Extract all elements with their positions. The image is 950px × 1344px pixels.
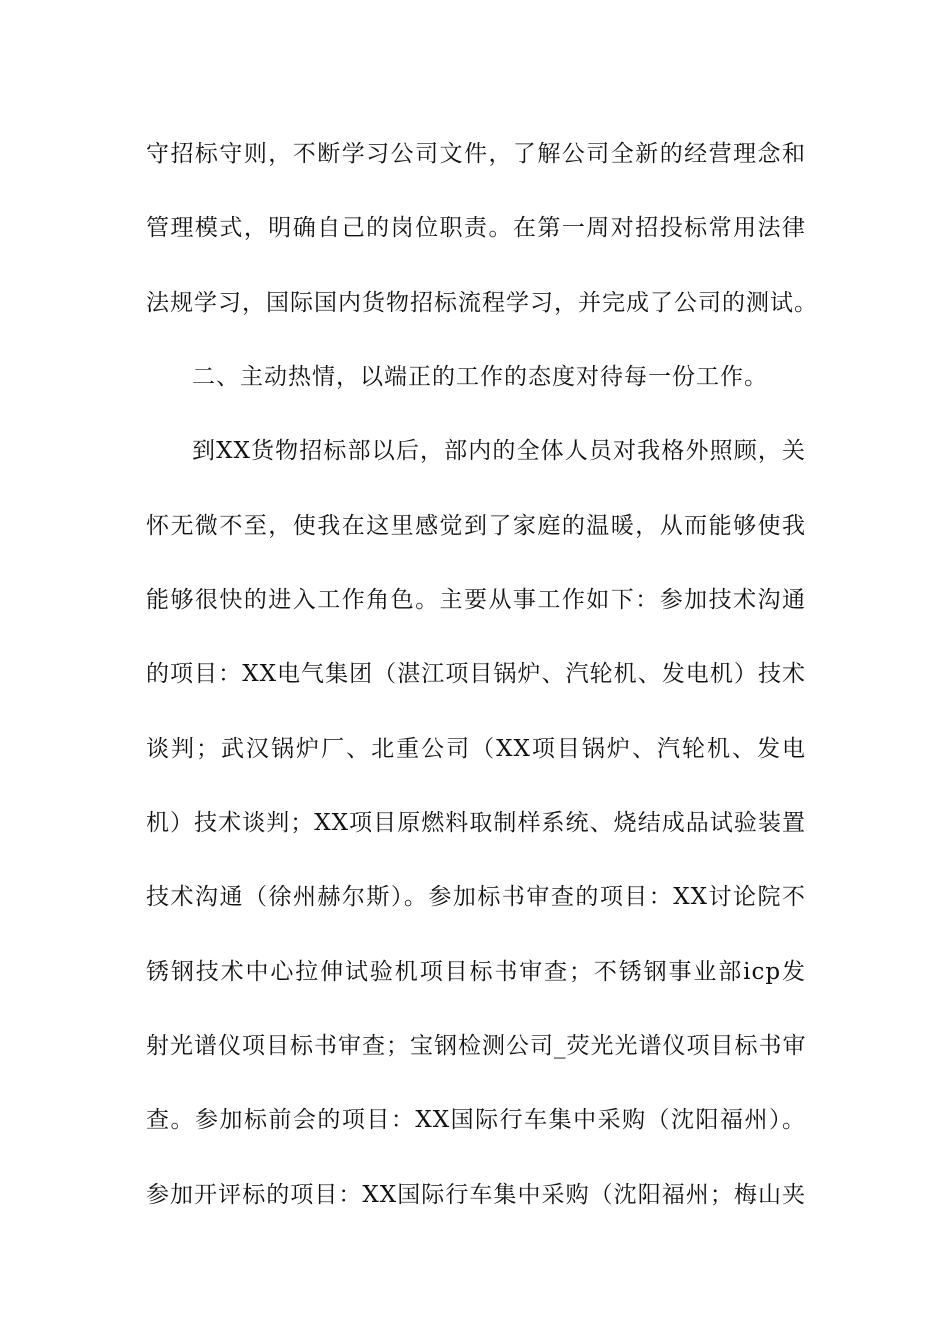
paragraph-line: 参加开评标的项目：XX国际行车集中采购（沈阳福州；梅山夹 [146,1182,806,1208]
paragraph-line: 技术沟通（徐州赫尔斯）。参加标书审查的项目：XX讨论院不 [146,884,806,910]
paragraph-line: 射光谱仪项目标书审查；宝钢检测公司_荧光光谱仪项目标书审 [146,1033,807,1059]
paragraph-line: 到XX货物招标部以后，部内的全体人员对我格外照顾，关 [192,438,806,464]
paragraph-line: 管理模式，明确自己的岗位职责。在第一周对招投标常用法律 [146,215,806,241]
paragraph-line: 法规学习，国际国内货物招标流程学习，并完成了公司的测试。 [146,290,818,316]
paragraph-line: 守招标守则，不断学习公司文件，了解公司全新的经营理念和 [146,141,806,167]
paragraph-line: 的项目：XX电气集团（湛江项目锅炉、汽轮机、发电机）技术 [146,661,806,687]
paragraph-line: 怀无微不至，使我在这里感觉到了家庭的温暖，从而能够使我 [146,513,806,539]
paragraph-line: 机）技术谈判；XX项目原燃料取制样系统、烧结成品试验装置 [146,810,806,836]
paragraph-line: 能够很快的进入工作角色。主要从事工作如下：参加技术沟通 [146,587,806,613]
paragraph-line: 锈钢技术中心拉伸试验机项目标书审查；不锈钢事业部icp发 [146,959,806,985]
paragraph-line: 查。参加标前会的项目：XX国际行车集中采购（沈阳福州）。 [146,1107,806,1133]
section-heading: 二、主动热情，以端正的工作的态度对待每一份工作。 [192,364,768,390]
paragraph-line: 谈判；武汉锅炉厂、北重公司（XX项目锅炉、汽轮机、发电 [146,736,806,762]
